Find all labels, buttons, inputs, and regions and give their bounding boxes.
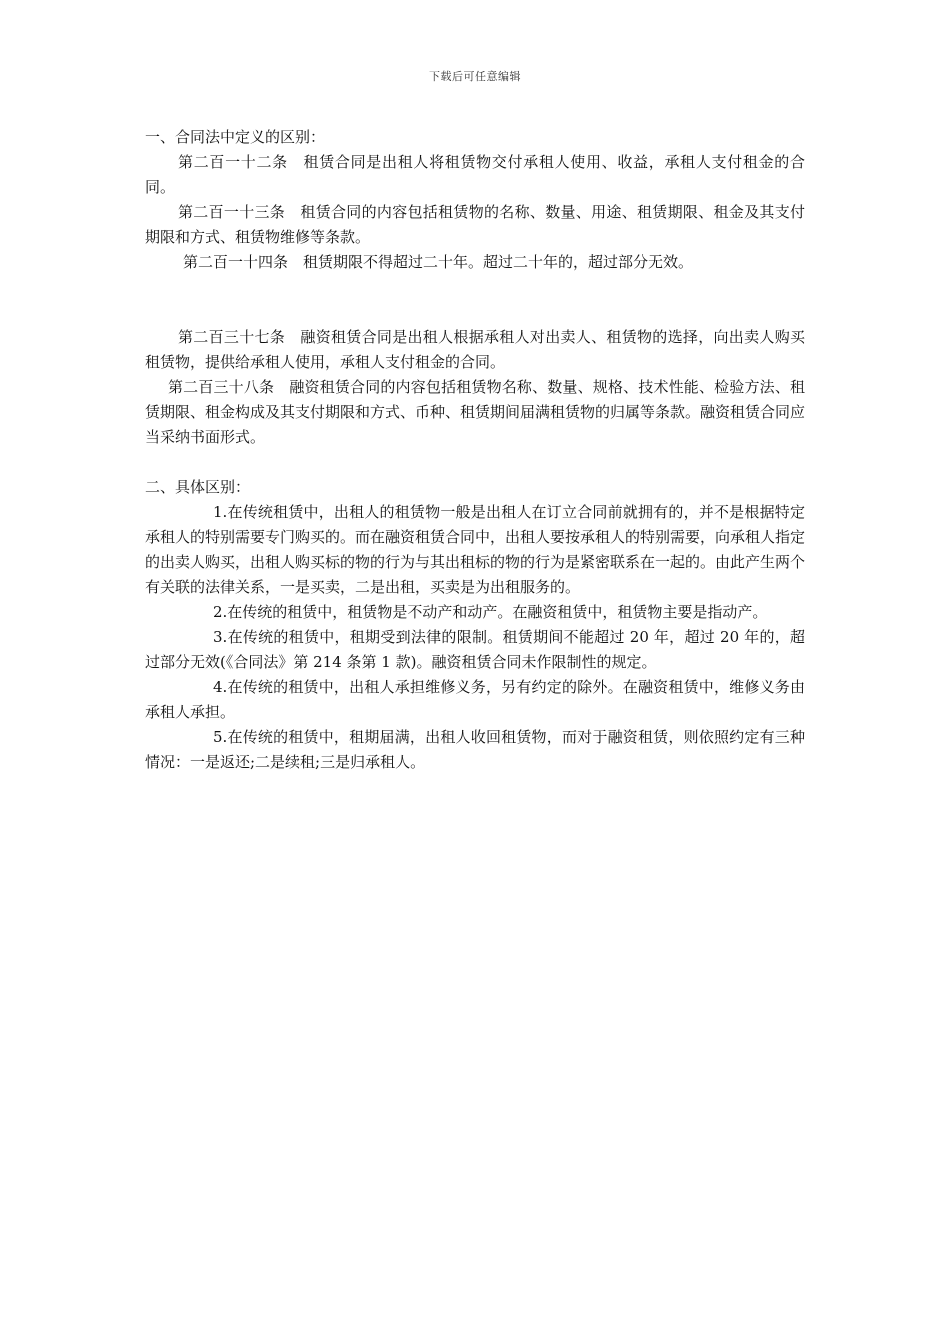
spacer <box>145 275 805 325</box>
difference-point-4: 4.在传统的租赁中，出租人承担维修义务，另有约定的除外。在融资租赁中，维修义务由承租人承担。 <box>145 678 805 721</box>
article-212: 第二百一十二条 租赁合同是出租人将租赁物交付承租人使用、收益，承租人支付租金的合同。 <box>145 153 805 196</box>
section-2-heading: 二、具体区别： <box>145 478 251 496</box>
difference-point-2: 2.在传统的租赁中，租赁物是不动产和动产。在融资租赁中，租赁物主要是指动产。 <box>213 603 768 621</box>
difference-point-1: 1.在传统租赁中，出租人的租赁物一般是出租人在订立合同前就拥有的，并不是根据特定承租人的特别需要专门购买的。而在融资租赁合同中，出租人要按承租人的特别需要，向承租人指定的出卖人购买，出租人购买标的物的行为与其出租标的物的行为是紧密联系在一起的。由此产生两个有关联的法律关系，一是买卖，二是出租，买卖是为出租服务的。 <box>145 503 806 596</box>
difference-point-5: 5.在传统的租赁中，租期届满，出租人收回租赁物，而对于融资租赁，则依照约定有三种情况：一是返还;二是续租;三是归承租人。 <box>145 728 805 771</box>
article-213: 第二百一十三条 租赁合同的内容包括租赁物的名称、数量、用途、租赁期限、租金及其支付期限和方式、租赁物维修等条款。 <box>145 203 805 246</box>
spacer <box>145 450 805 475</box>
article-238: 第二百三十八条 融资租赁合同的内容包括租赁物名称、数量、规格、技术性能、检验方法、租赁期限、租金构成及其支付期限和方式、币种、租赁期间届满租赁物的归属等条款。融资租赁合同应当采纳书面形式。 <box>145 378 806 446</box>
page-header: 下载后可任意编辑 <box>429 70 521 83</box>
section-1-heading: 一、合同法中定义的区别： <box>145 128 326 146</box>
document-body <box>145 125 805 775</box>
difference-point-3: 3.在传统的租赁中，租期受到法律的限制。租赁期间不能超过 20 年，超过 20 年的，超过部分无效(《合同法》第 214 条第 1 款)。融资租赁合同未作限制性的规定。 <box>145 628 805 671</box>
article-214: 第二百一十四条 租赁期限不得超过二十年。超过二十年的，超过部分无效。 <box>183 253 694 271</box>
article-237: 第二百三十七条 融资租赁合同是出租人根据承租人对出卖人、租赁物的选择，向出卖人购买租赁物，提供给承租人使用，承租人支付租金的合同。 <box>145 328 805 371</box>
